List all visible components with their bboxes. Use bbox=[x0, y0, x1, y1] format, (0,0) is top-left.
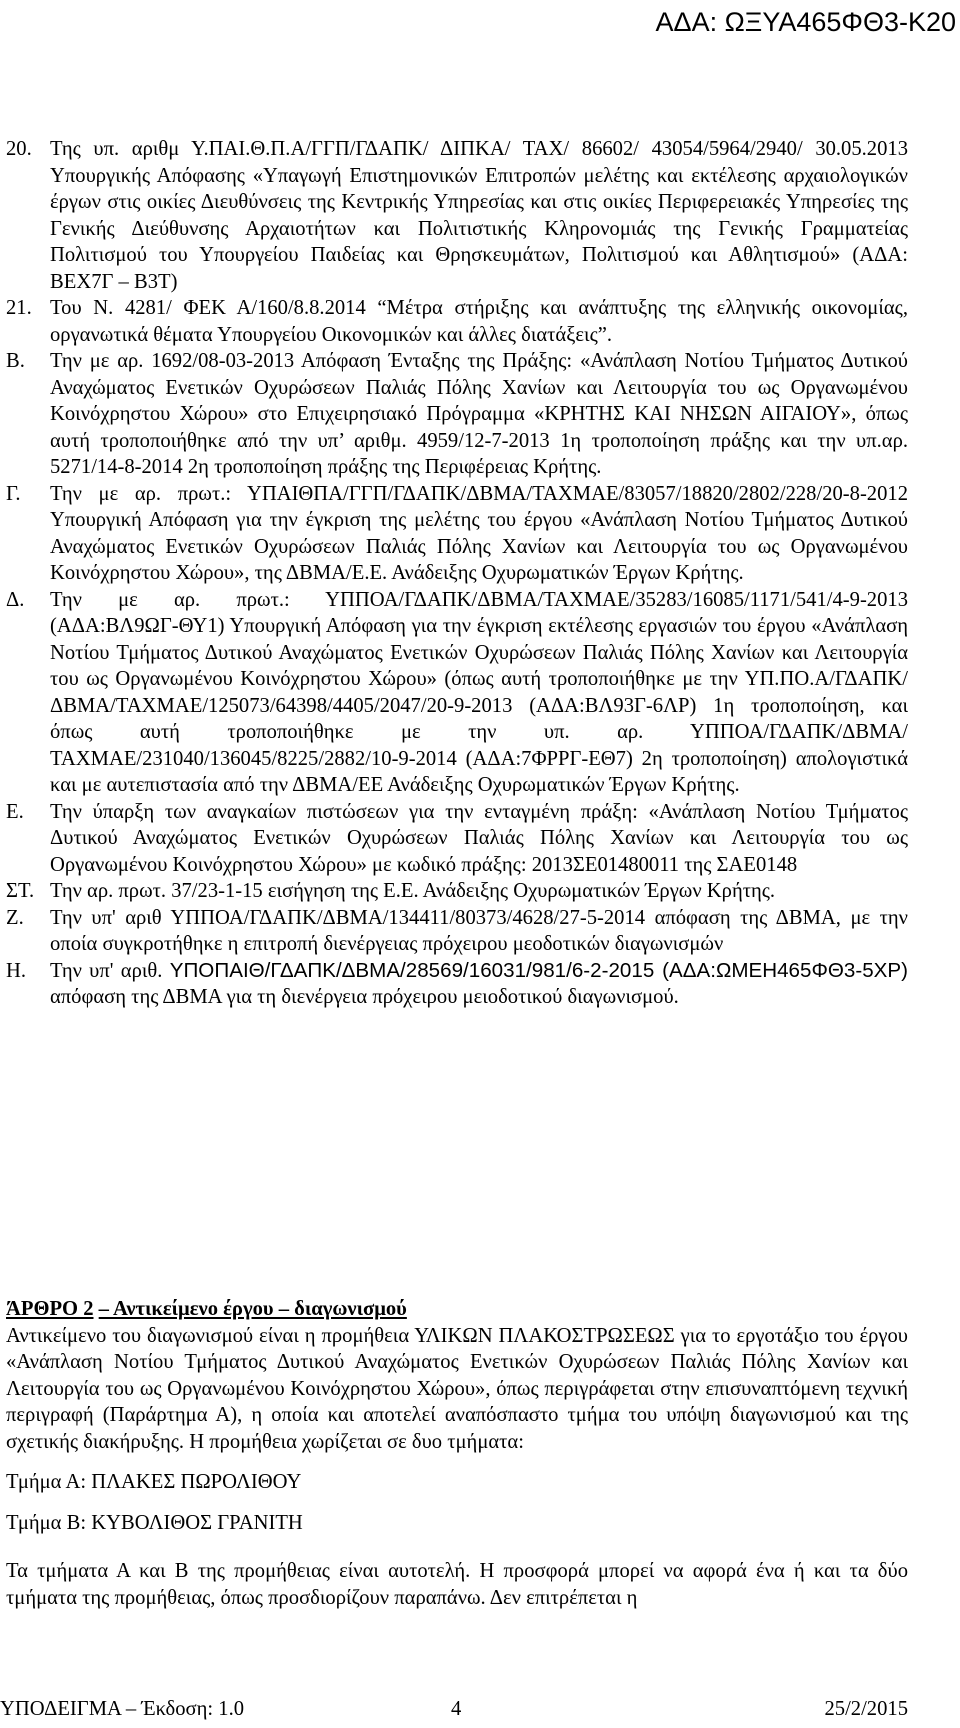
list-item bbox=[6, 348, 908, 481]
page-footer bbox=[0, 1696, 960, 1724]
list-item bbox=[6, 481, 908, 587]
item-text-intro: Την υπ' αριθ. bbox=[50, 959, 163, 982]
item-number: ΣΤ. bbox=[6, 880, 35, 902]
list-item bbox=[6, 136, 908, 295]
item-number: Ζ. bbox=[6, 906, 24, 929]
list-item bbox=[6, 799, 908, 879]
footer-version: ΥΠΟΔΕΙΓΜΑ – Έκδοση: 1.0 bbox=[0, 1698, 245, 1720]
item-text: Την με αρ. 1692/08-03-2013 Απόφαση Ένταξης της Πράξης: «Ανάπλαση Νοτίου Τμήματος Δυτικού Αναχώματος Ενετικών Οχυρώσεων Παλιάς Πόλης Χανίων και Λειτουργία του ως Οργανωμένου Κοινόχρηστου Χώρου» στο Επιχειρησιακό Πρόγραμμα «ΚΡΗΤΗΣ ΚΑΙ ΝΗΣΩΝ ΑΙΓΑΙΟΥ», όπως αυτή τροποποιήθηκε από την υπ’ αριθμ. 4959/12-7-2013 1η τροποποίηση πράξης και την υπ.αρ. 5271/14-8-2014 2η τροποποίηση πράξης της Περιφέρειας Κρήτης. bbox=[50, 350, 908, 478]
item-number: Δ. bbox=[6, 588, 25, 611]
article-paragraph: Αντικείμενο του διαγωνισμού είναι η προμήθεια ΥΛΙΚΩΝ ΠΛΑΚΟΣΤΡΩΣΕΩΣ για το εργοτάξιο του έργου «Ανάπλαση Νοτίου Τμήματος Δυτικού Αναχώματος Ενετικών Οχυρώσεων Παλιάς Πόλης Χανίων και Λειτουργία του ως Οργανωμένου Κοινόχρηστου Χώρου», όπως περιγράφεται στην επισυναπτόμενη τεχνική περιγραφή (Παράρτημα Α), η οποία και αποτελεί αναπόσπαστο τμήμα του υπόψη διαγωνισμού και της σχετικής διακήρυξης. Η προμήθεια χωρίζεται σε δυο τμήματα: bbox=[6, 1324, 908, 1453]
item-text: Του Ν. 4281/ ΦΕΚ Α/160/8.8.2014 “Μέτρα στήριξης και ανάπτυξης της ελληνικής οικονομίας, οργανωτικά θέματα Υπουργείου Οικονομικών και άλλες διατάξεις”. bbox=[50, 297, 908, 346]
page-number: 4 bbox=[451, 1698, 462, 1720]
list-item bbox=[6, 905, 908, 958]
item-number: 20. bbox=[6, 138, 32, 160]
item-text: Την υπ' αριθ ΥΠΠΟΑ/ΓΔΑΠΚ/ΔΒΜΑ/134411/80373/4628/27-5-2014 απόφαση της ΔΒΜΑ, με την οποία συγκροτήθηκε η επιτροπή διενέργειας πρόχειρου μεοδοτικών διαγωνισμών bbox=[50, 906, 908, 955]
part-a: Τμήμα Α: ΠΛΑΚΕΣ ΠΩΡΟΛΙΘΟΥ bbox=[6, 1471, 302, 1493]
item-number: Ε. bbox=[6, 800, 24, 823]
item-text: Της υπ. αριθμ Υ.ΠΑΙ.Θ.Π.Α/ΓΓΠ/ΓΔΑΠΚ/ ΔΙΠΚΑ/ ΤΑΧ/ 86602/ 43054/5964/2940/ 30.05.2013 Υπουργικής Απόφασης «Υπαγωγή Επιστημονικών Επιτροπών μελέτης και εκτέλεσης αρχαιολογικών έργων στις οικίες Διευθύνσεις της Κεντρικής Υπηρεσίας και στις οικίες Περιφερειακές Υπηρεσίες της Γενικής Διεύθυνσης Αρχαιοτήτων και Πολιτιστικής Κληρονομιάς της Γενικής Γραμματείας Πολιτισμού του Υπουργείου Παιδείας και Θρησκευμάτων, Πολιτισμού και Αθλητισμού» (ΑΔΑ: ΒΕΧ7Γ – Β3Τ) bbox=[50, 138, 908, 293]
part-b: Τμήμα Β: ΚΥΒΟΛΙΘΟΣ ΓΡΑΝΙΤΗ bbox=[6, 1511, 303, 1534]
article-2 bbox=[6, 1296, 908, 1611]
ada-code: ΑΔΑ: ΩΞΥΑ465ΦΘ3-Κ20 bbox=[655, 7, 956, 37]
list-item bbox=[6, 878, 908, 905]
item-text: Την με αρ. πρωτ.: ΥΠΑΙΘΠΑ/ΓΓΠ/ΓΔΑΠΚ/ΔΒΜΑ/ΤΑΧΜΑΕ/83057/18820/2802/228/20-8-2012 Υπουργική Απόφαση για την έγκριση της μελέτης του έργου «Ανάπλαση Νοτίου Τμήματος Δυτικού Αναχώματος Ενετικών Οχυρώσεων Παλιάς Πόλης Χανίων και Λειτουργία του ως Οργανωμένου Κοινόχρηστου Χώρου», της ΔΒΜΑ/Ε.Ε. Ανάδειξης Οχυρωματικών Έργων Κρήτης. bbox=[50, 482, 908, 584]
article-heading: – Αντικείμενο έργου – διαγωνισμού bbox=[98, 1298, 407, 1320]
item-text: Την ύπαρξη των αναγκαίων πιστώσεων για την ενταγμένη πράξη: «Ανάπλαση Νοτίου Τμήματος Δυτικού Αναχώματος Ενετικών Οχυρώσεων Παλιάς Πόλης Χανίων και Λειτουργία του ως Οργανωμένου Κοινόχρηστου Χώρου» με κωδικό πράξης: 2013ΣΕ01480011 της ΣΑΕ0148 bbox=[50, 800, 908, 876]
item-text-rest: απόφαση της ΔΒΜΑ για τη διενέργεια πρόχειρου μειοδοτικού διαγωνισμού. bbox=[50, 986, 679, 1008]
list-item bbox=[6, 958, 908, 1011]
list-item bbox=[6, 587, 908, 799]
item-text: Την αρ. πρωτ. 37/23-1-15 εισήγηση της Ε.Ε. Ανάδειξης Οχυρωματικών Έργων Κρήτης. bbox=[50, 880, 776, 902]
item-number: Η. bbox=[6, 959, 27, 982]
article-title bbox=[6, 1296, 908, 1323]
decision-reference: ΥΠΟΠΑΙΘ/ΓΔΑΠΚ/ΔΒΜΑ/28569/16031/981/6-2-2015 (ΑΔΑ:ΩΜΕΗ465ΦΘ3-5ΧΡ) bbox=[169, 958, 908, 982]
article-number: ΆΡΘΡΟ 2 bbox=[6, 1298, 94, 1320]
item-number: Β. bbox=[6, 350, 25, 372]
footer-date: 25/2/2015 bbox=[824, 1698, 908, 1720]
article-paragraph: Τα τμήματα Α και Β της προμήθειας είναι αυτοτελή. Η προσφορά μπορεί να αφορά ένα ή και τα δύο τμήματα της προμήθειας, όπως προσδιορίζουν παραπάνω. Δεν επιτρέπεται η bbox=[6, 1560, 908, 1609]
item-number: 21. bbox=[6, 297, 32, 319]
list-item bbox=[6, 295, 908, 348]
item-number: Γ. bbox=[6, 482, 21, 505]
item-text: Την με αρ. πρωτ.: ΥΠΠΟΑ/ΓΔΑΠΚ/ΔΒΜΑ/ΤΑΧΜΑΕ/35283/16085/1171/541/4-9-2013 (ΑΔΑ:ΒΛ9ΩΓ-ΘΥ1) Υπουργική Απόφαση για την έγκριση εκτέλεσης εργασιών του έργου «Ανάπλαση Νοτίου Τμήματος Δυτικού Αναχώματος Ενετικών Οχυρώσεων Παλιάς Πόλης Χανίων και Λειτουργία του ως Οργανωμένου Κοινόχρηστου Χώρου» (όπως αυτή τροποποιήθηκε με την ΥΠ.ΠΟ.Α/ΓΔΑΠΚ/ΔΒΜΑ/ΤΑΧΜΑΕ/125073/64398/4405/2047/20-9-2013 (ΑΔΑ:ΒΛ93Γ-6ΛΡ) 1η τροποποίηση, και όπως αυτή τροποποιήθηκε με την υπ. αρ. ΥΠΠΟΑ/ΓΔΑΠΚ/ΔΒΜΑ/ΤΑΧΜΑΕ/231040/136045/8225/2882/10-9-2014 (ΑΔΑ:7ΦΡΡΓ-ΕΘ7) 2η τροποποίηση) απολογιστικά και με αυτεπιστασία από την ΔΒΜΑ/ΕΕ Ανάδειξης Οχυρωματικών Έργων Κρήτης. bbox=[50, 588, 908, 796]
legal-basis-list bbox=[6, 136, 908, 1011]
